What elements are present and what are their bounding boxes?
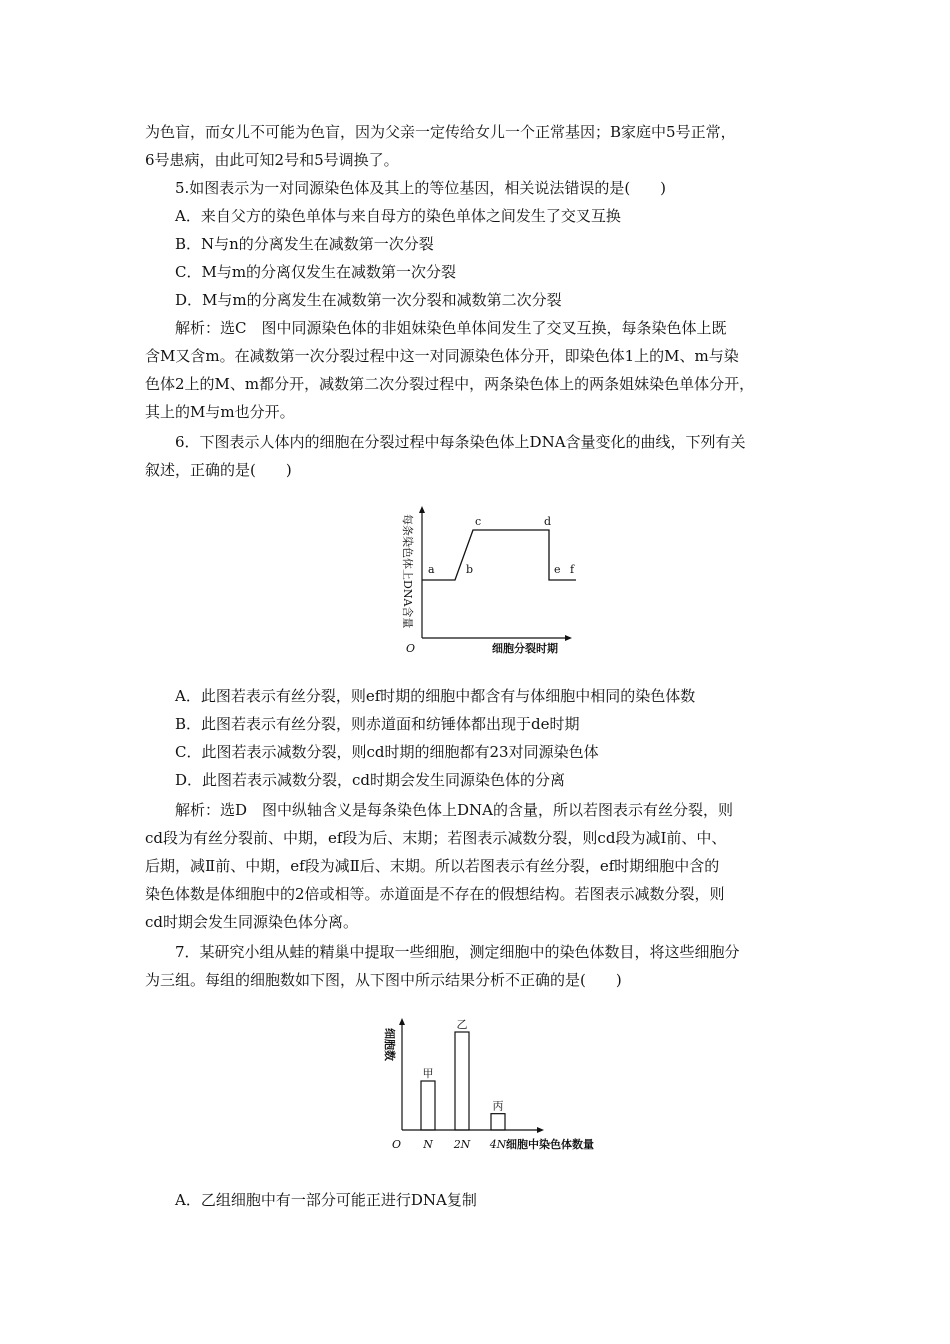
intro-line-1: 为色盲，而女儿不可能为色盲，因为父亲一定传给女儿一个正常基因；B家庭中5号正常， [145, 123, 736, 141]
q6-stem-1: 6．下图表示人体内的细胞在分裂过程中每条染色体上DNA含量变化的曲线，下列有关 [175, 433, 746, 451]
q6-ylabel [401, 514, 415, 628]
q6-point-d: d [544, 515, 552, 528]
q6-analysis-1: 解析：选D 图中纵轴含义是每条染色体上DNA的含量，所以若图表示有丝分裂，则 [175, 801, 734, 819]
q6-x-arrow [565, 635, 572, 641]
q5-analysis-1: 解析：选C 图中同源染色体的非姐妹染色单体间发生了交叉互换，每条染色体上既 [175, 319, 727, 337]
q7-ylabel: 细胞数 [383, 1028, 396, 1061]
q7-category-n: N [423, 1138, 433, 1151]
q7-stem-1: 7．某研究小组从蛙的精巢中提取一些细胞，测定细胞中的染色体数目，将这些细胞分 [175, 943, 740, 961]
q7-bar-jia [421, 1081, 435, 1130]
q6-option-c: C．此图若表示减数分裂，则cd时期的细胞都有23对同源染色体 [175, 743, 599, 761]
q6-option-d: D．此图若表示减数分裂，cd时期会发生同源染色体的分离 [175, 771, 566, 789]
q6-option-a: A．此图若表示有丝分裂，则ef时期的细胞中都含有与体细胞中相同的染色体数 [175, 687, 696, 705]
q6-point-a: a [428, 563, 435, 576]
q7-category-4n: 4N [489, 1138, 507, 1151]
q5-analysis-3: 色体2上的M、m都分开，减数第二次分裂过程中，两条染色体上的两条姐妹染色单体分开， [145, 375, 755, 393]
intro-line-2: 6号患病，由此可知2号和5号调换了。 [145, 151, 399, 169]
q5-option-a: A．来自父方的染色单体与来自母方的染色单体之间发生了交叉互换 [175, 207, 621, 225]
q5-option-d: D．M与m的分离发生在减数第一次分裂和减数第二次分裂 [175, 291, 562, 309]
q5-option-b: B．N与n的分离发生在减数第一次分裂 [175, 235, 434, 253]
q7-y-arrow [399, 1018, 405, 1025]
q6-origin: O [406, 642, 416, 655]
q5-option-c: C．M与m的分离仅发生在减数第一次分裂 [175, 263, 457, 281]
q7-origin: O [392, 1138, 402, 1151]
q6-y-arrow [419, 506, 425, 513]
q6-analysis-5: cd时期会发生同源染色体分离。 [145, 913, 359, 931]
q6-point-c: c [475, 515, 482, 528]
q5-stem: 5.如图表示为一对同源染色体及其上的等位基因，相关说法错误的是( ) [175, 179, 667, 197]
q6-point-b: b [466, 563, 474, 576]
q6-analysis-2: cd段为有丝分裂前、中期，ef段为后、末期；若图表示减数分裂，则cd段为减Ⅰ前、中、 [145, 829, 727, 847]
q6-curve [422, 530, 576, 580]
q7-xlabel: 细胞中染色体数量 [506, 1138, 594, 1151]
q7-group-bing: 丙 [492, 1099, 504, 1113]
q6-analysis-4: 染色体数是体细胞中的2倍或相等。赤道面是不存在的假想结构。若图表示减数分裂，则 [145, 885, 725, 903]
q7-bar-bing [491, 1114, 505, 1130]
q7-bar-yi [455, 1032, 469, 1130]
q7-group-yi: 乙 [456, 1018, 468, 1031]
q6-point-f: f [570, 563, 575, 576]
q6-option-b: B．此图若表示有丝分裂，则赤道面和纺锤体都出现于de时期 [175, 715, 580, 733]
q7-cell-count-chart [380, 1018, 620, 1158]
q6-dna-chart [380, 500, 600, 660]
q6-stem-2: 叙述，正确的是( ) [145, 461, 292, 479]
q7-x-arrow [537, 1127, 544, 1133]
q6-xlabel: 细胞分裂时期 [492, 642, 558, 655]
q7-option-a: A．乙组细胞中有一部分可能正进行DNA复制 [175, 1191, 477, 1209]
q5-analysis-2: 含M又含m。在减数第一次分裂过程中这一对同源染色体分开，即染色体1上的M、m与染 [145, 347, 739, 365]
q5-analysis-4: 其上的M与m也分开。 [145, 403, 295, 421]
q6-analysis-3: 后期，减Ⅱ前、中期，ef段为减Ⅱ后、末期。所以若图表示有丝分裂，ef时期细胞中含的 [145, 857, 720, 875]
q7-stem-2: 为三组。每组的细胞数如下图，从下图中所示结果分析不正确的是( ) [145, 971, 622, 989]
q7-group-jia: 甲 [422, 1067, 434, 1080]
q6-ylabel-text: 每条染色体上DNA含量 [401, 514, 414, 629]
q6-point-e: e [554, 563, 561, 576]
q7-category-2n: 2N [453, 1138, 471, 1151]
